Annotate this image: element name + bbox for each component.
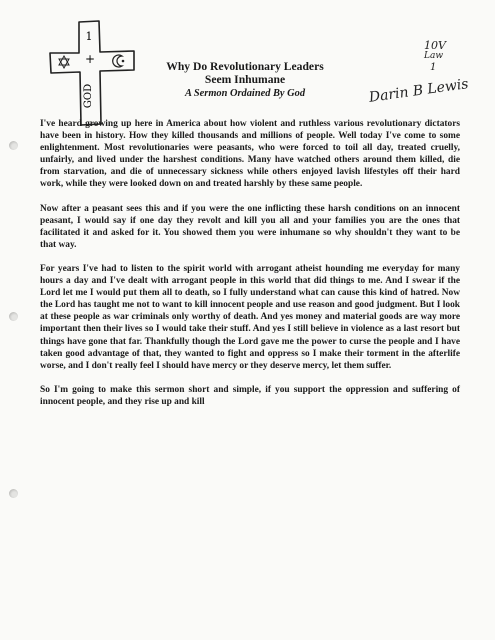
title-block xyxy=(140,60,350,100)
punch-hole xyxy=(9,312,18,321)
subtitle: A Sermon Ordained By God xyxy=(184,88,306,99)
paragraph: For years I've had to listen to the spirit world with arrogant atheist hounding me everyday for many hours a day and I've dealt with arrogant people in this world that did things to me. And I swear if the Lord let me I would put them all to death, so I fully understand what can cause this kind of hatred. Now the Lord has taught me not to want to kill innocent people and use reason and good judgment. But I look at these people as war criminals only worthy of death. And yes money and material goods are way more important then their lives so I would take their stuff. And yes I still believe in violence as a last resort but things have gone that far. Thankfully though the Lord gave me the power to curse the people and I have taken good advantage of that, they wanted to fight and oppress so I make their torment in the afterlife worse, and I don't really feel I should have mercy or they deserve mercy, let them suffer. xyxy=(40,263,460,371)
cross-text-plus: + xyxy=(84,52,96,66)
handwritten-code xyxy=(424,40,446,62)
cross-text-one: 1 xyxy=(85,30,93,43)
paragraph: Now after a peasant sees this and if you were the one inflicting these harsh conditions on an innocent peasant, I would say if one day they revolt and kill you all and your families you are the ones that facilitated it and asked for it. You showed them you were inhumane so why shouldn't they want to be that way. xyxy=(40,203,460,250)
handwritten-code-line-2: Law xyxy=(424,51,444,61)
hand-drawn-cross-icon xyxy=(46,18,138,128)
signature: Darin B Lewis xyxy=(368,76,470,106)
sermon-body xyxy=(40,118,460,420)
paragraph: So I'm going to make this sermon short and simple, if you support the oppression and suffering of innocent people, and they rise up and kill xyxy=(40,384,460,407)
handwritten-number: 1 xyxy=(430,62,437,73)
title-line-2: Seem Inhumane xyxy=(204,73,286,86)
star-and-crescent-icon xyxy=(113,55,125,67)
punch-hole xyxy=(9,489,18,498)
handwritten-code-line-1: 10V xyxy=(424,39,446,52)
paragraph: I've heard growing up here in America about how violent and ruthless various revolutionary dictators have been in history. How they killed thousands and millions of people. Well today I've come to some enlightenment. Most revolutionaries were peasants, who were forced to toil all day, treated cruelly, unfairly, and lived under the harshest conditions. Many have watched others around them killed, die from starvation, and die of unnecessary sickness while others enjoyed lavish lifestyles off their hard work, while they were looked down on and treated harshly by these same people. xyxy=(40,119,460,190)
punch-hole xyxy=(9,141,18,150)
star-of-david-icon xyxy=(59,56,69,68)
cross-text-god: GOD xyxy=(83,83,94,109)
title-line-1: Why Do Revolutionary Leaders xyxy=(166,60,324,73)
